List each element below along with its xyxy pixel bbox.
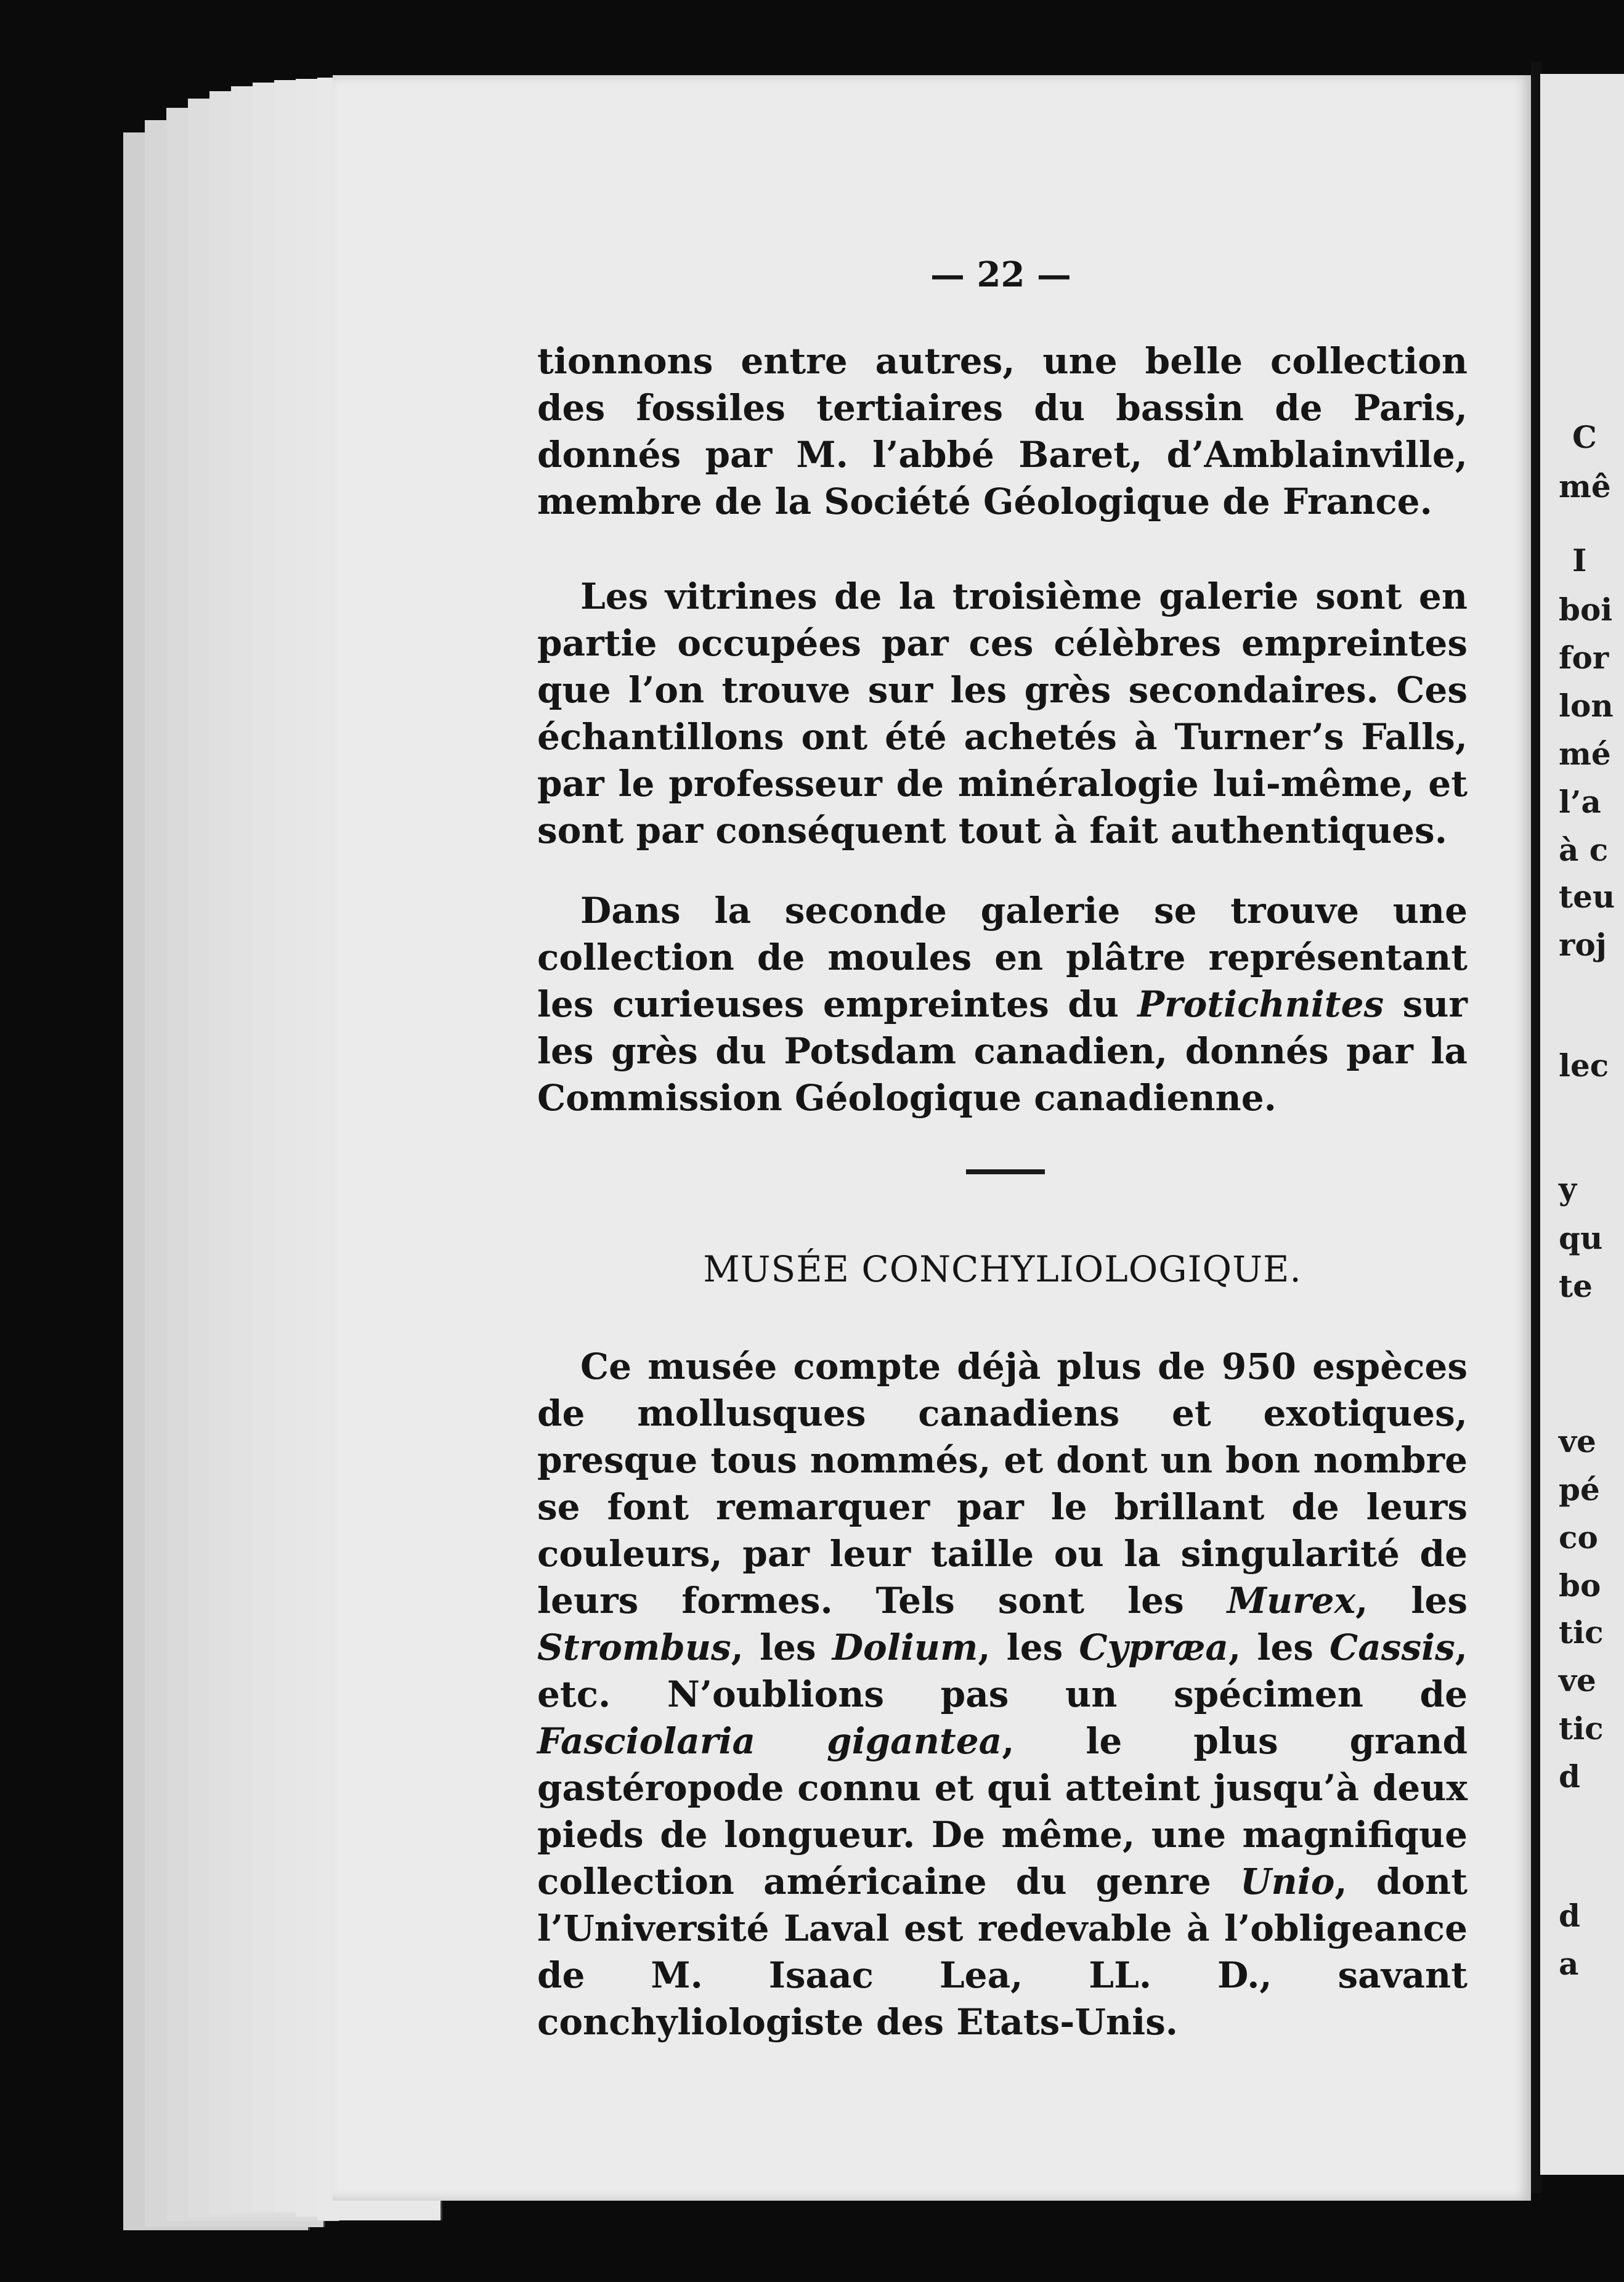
facing-page-fragment: l’a [1559, 784, 1601, 820]
facing-page-fragment: mê [1559, 468, 1611, 505]
facing-page-fragment: ve [1559, 1423, 1596, 1460]
facing-page-fragment: d [1559, 1758, 1580, 1795]
section-heading: MUSÉE CONCHYLIOLOGIQUE. [703, 1248, 1302, 1290]
paragraph-fossiles: tionnons entre autres, une belle collection des fossiles tertiaires du bassin de Paris, donnés par M. l’abbé Baret, d’Amblainville, membre de la Société Géologique de France. [537, 340, 1468, 522]
species-name-italic: Fasciolaria gigantea [537, 1720, 1002, 1762]
facing-page-fragment: d [1559, 1898, 1580, 1934]
genus-name-italic: Unio [1240, 1861, 1335, 1902]
facing-page-fragment: lon [1559, 688, 1614, 724]
facing-page-fragment: te [1559, 1268, 1593, 1304]
paragraph-text: , etc. N’oublions pas un spécimen de [537, 1626, 1468, 1715]
paragraph-musee [537, 1343, 1468, 2045]
facing-page-fragment: boi [1559, 591, 1613, 628]
facing-page [1540, 74, 1624, 2175]
species-name-italic: Protichnites [1137, 983, 1384, 1025]
facing-page-fragment: mé [1559, 736, 1611, 772]
paragraph-text: , les [731, 1626, 832, 1668]
paragraph-text: , les [1355, 1580, 1468, 1622]
genus-name-italic: Cassis [1330, 1626, 1455, 1668]
genus-name-italic: Dolium [832, 1626, 978, 1668]
genus-name-italic: Strombus [537, 1626, 731, 1668]
facing-page-fragment: for [1559, 640, 1609, 676]
facing-page-fragment: tic [1559, 1710, 1604, 1747]
facing-page-fragment: roj [1559, 927, 1607, 963]
paragraph-text: , les [1228, 1626, 1330, 1668]
facing-page-fragment: teu [1559, 879, 1615, 915]
paragraph-text: Ce musée compte déjà plus de 950 espèces de mollusques canadiens et exotiques, presque tous nommés, et dont un bon nombre se font remarquer par le brillant de leurs couleurs, par leur taille ou la singularité de leurs formes. Tels sont les [537, 1346, 1468, 1622]
paragraph-text: , le plus grand gastéropode connu et qui atteint jusqu’à deux pieds de longueur. De même, une magnifique collection américaine du genre [537, 1720, 1468, 1902]
facing-page-fragment: bo [1559, 1567, 1601, 1604]
facing-page-fragment: à c [1559, 832, 1609, 868]
paragraph-text: , dont l’Université Laval est redevable à l’obligeance de M. Isaac Lea, LL. D., savant conchyliologiste des Etats-Unis. [537, 1861, 1468, 2043]
facing-page-fragment: qu [1559, 1220, 1603, 1256]
facing-page-fragment: lec [1559, 1047, 1609, 1084]
facing-page-fragment: tic [1559, 1614, 1604, 1651]
paragraph-moules [537, 887, 1468, 1121]
facing-page-fragment: a [1559, 1946, 1579, 1982]
paragraph-text: sur les grès du Potsdam canadien, donnés par la Commission Géologique canadienne. [537, 983, 1468, 1119]
section-divider [966, 1169, 1045, 1174]
facing-page-fragment: pé [1559, 1471, 1600, 1508]
genus-name-italic: Murex [1227, 1580, 1356, 1622]
paragraph-text: Dans la seconde galerie se trouve une collection de moules en plâtre représentant les curieuses empreintes du [537, 890, 1468, 1025]
page-number: — 22 — [930, 254, 1071, 295]
paragraph-vitrines: Les vitrines de la troisième galerie sont en partie occupées par ces célèbres empreintes que l’on trouve sur les grès secondaires. Ces échantillons ont été achetés à Turner’s Falls, par le professeur de minéralogie lui-même, et sont par conséquent tout à fait authentiques. [537, 575, 1468, 851]
genus-name-italic: Cypræa [1079, 1626, 1228, 1668]
facing-page-fragment: ve [1559, 1662, 1596, 1699]
facing-page-fragment: co [1559, 1519, 1598, 1556]
facing-page-fragment: y [1559, 1171, 1577, 1207]
facing-page-fragment: C [1572, 419, 1597, 455]
paragraph-text: , les [978, 1626, 1079, 1668]
facing-page-fragment: I [1572, 542, 1587, 579]
